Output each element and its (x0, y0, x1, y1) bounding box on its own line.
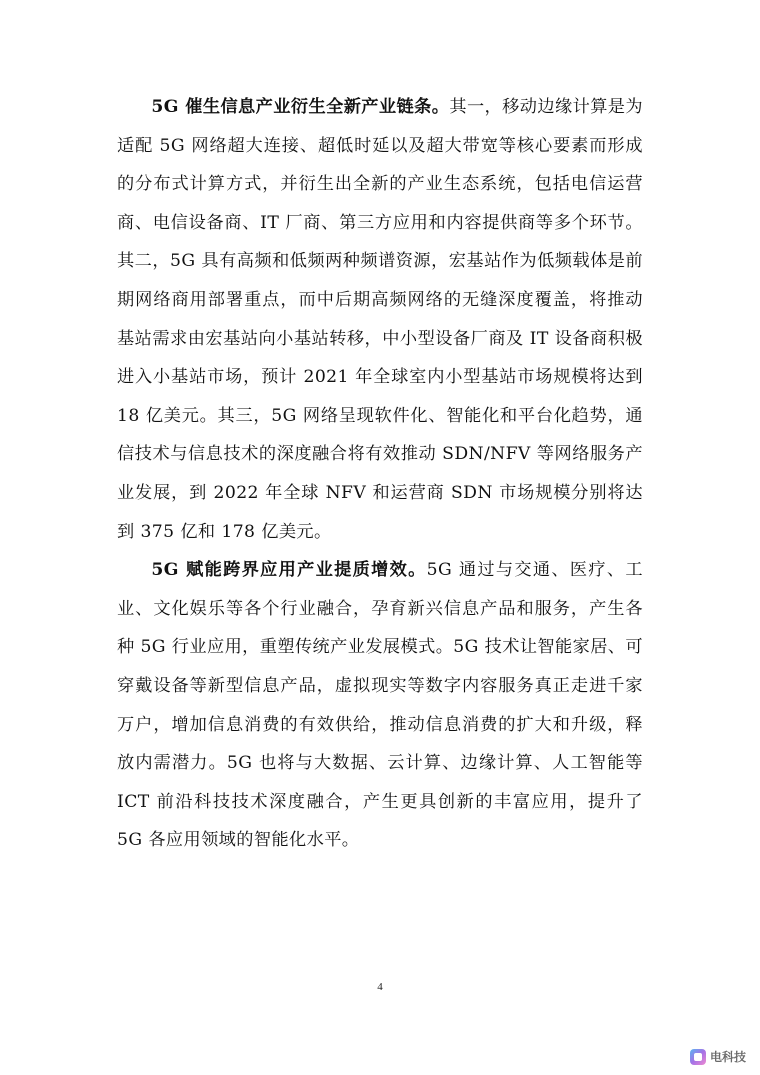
app-logo-icon (690, 1049, 706, 1065)
document-body (117, 88, 643, 860)
paragraph-text: 5G 通过与交通、医疗、工业、文化娱乐等各个行业融合，孕育新兴信息产品和服务，产生各种 5G 行业应用，重塑传统产业发展模式。5G 技术让智能家居、可穿戴设备等新型信息产品，虚拟现实等数字内容服务真正走进千家万户，增加信息消费的有效供给，推动信息消费的扩大和升级，释放内需潜力。5G 也将与大数据、云计算、边缘计算、人工智能等 ICT 前沿科技技术深度融合，产生更具创新的丰富应用，提升了 5G 各应用领域的智能化水平。 (117, 560, 643, 851)
paragraph-text: 其一，移动边缘计算是为适配 5G 网络超大连接、超低时延以及超大带宽等核心要素而形成的分布式计算方式，并衍生出全新的产业生态系统，包括电信运营商、电信设备商、IT 厂商、第三方应用和内容提供商等多个环节。其二，5G 具有高频和低频两种频谱资源，宏基站作为低频载体是前期网络商用部署重点，而中后期高频网络的无缝深度覆盖，将推动基站需求由宏基站向小基站转移，中小型设备厂商及 IT 设备商积极进入小基站市场，预计 2021 年全球室内小型基站市场规模将达到 18 亿美元。其三，5G 网络呈现软件化、智能化和平台化趋势，通信技术与信息技术的深度融合将有效推动 SDN/NFV 等网络服务产业发展，到 2022 年全球 NFV 和运营商 SDN 市场规模分别将达到 375 亿和 178 亿美元。 (117, 97, 643, 542)
watermark-text: 电科技 (709, 1050, 746, 1064)
paragraph-cross-industry (117, 551, 643, 860)
paragraph-lead-heading: 5G 赋能跨界应用产业提质增效。 (151, 560, 427, 581)
page-number: 4 (377, 981, 383, 993)
paragraph-industry-chain (117, 88, 643, 551)
paragraph-lead-heading: 5G 催生信息产业衍生全新产业链条。 (151, 97, 450, 117)
source-watermark (684, 1046, 752, 1067)
